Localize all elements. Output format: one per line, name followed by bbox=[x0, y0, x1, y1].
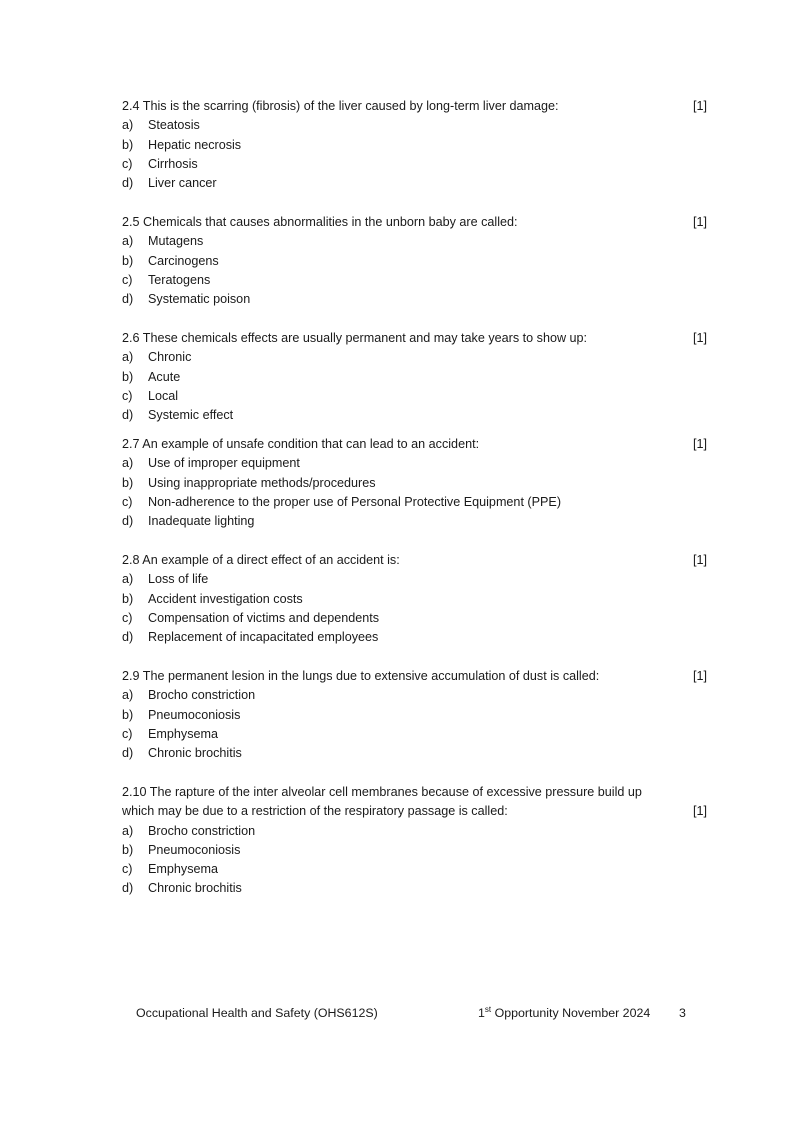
footer-opportunity-number: 1 bbox=[478, 1006, 485, 1020]
answer-option bbox=[122, 387, 712, 406]
answer-option bbox=[122, 155, 712, 174]
option-text: Pneumoconiosis bbox=[148, 707, 241, 722]
option-text: Brocho constriction bbox=[148, 823, 256, 838]
option-letter: c) bbox=[122, 388, 133, 403]
option-letter: b) bbox=[122, 591, 134, 606]
question bbox=[122, 783, 712, 899]
option-letter: a) bbox=[122, 234, 134, 249]
answer-option bbox=[122, 841, 712, 860]
question bbox=[122, 97, 712, 193]
question-stem bbox=[122, 97, 712, 116]
answer-option bbox=[122, 493, 712, 512]
answer-option bbox=[122, 116, 712, 135]
question-mark-allocation: [1] bbox=[693, 331, 708, 345]
answer-option bbox=[122, 879, 712, 898]
option-letter: d) bbox=[122, 292, 134, 307]
answer-option bbox=[122, 174, 712, 193]
option-text: Replacement of incapacitated employees bbox=[148, 630, 379, 645]
option-letter: d) bbox=[122, 176, 134, 191]
option-letter: a) bbox=[122, 456, 134, 471]
option-text: Emphysema bbox=[148, 726, 218, 741]
option-text: Carcinogens bbox=[148, 253, 219, 268]
answer-option bbox=[122, 822, 712, 841]
question-text: 2.8 An example of a direct effect of an accident is: bbox=[122, 553, 400, 567]
question bbox=[122, 329, 712, 425]
footer-opportunity-suffix: st bbox=[484, 1005, 492, 1014]
option-text: Steatosis bbox=[148, 118, 200, 133]
question-mark-allocation: [1] bbox=[693, 215, 708, 229]
answer-option bbox=[122, 348, 712, 367]
question-mark-allocation: [1] bbox=[693, 804, 708, 819]
option-text: Cirrhosis bbox=[148, 156, 198, 171]
option-letter: b) bbox=[122, 842, 134, 857]
option-text: Systematic poison bbox=[148, 292, 251, 307]
footer-opportunity-text: Opportunity November 2024 bbox=[491, 1006, 651, 1020]
option-letter: c) bbox=[122, 862, 133, 877]
question-mark-allocation: [1] bbox=[693, 437, 708, 451]
option-letter: b) bbox=[122, 253, 134, 268]
answer-option bbox=[122, 725, 712, 744]
option-letter: d) bbox=[122, 881, 134, 896]
option-text: Emphysema bbox=[148, 862, 218, 877]
option-letter: c) bbox=[122, 494, 133, 509]
question-mark-allocation: [1] bbox=[693, 669, 708, 683]
answer-option bbox=[122, 706, 712, 725]
option-letter: c) bbox=[122, 610, 133, 625]
answer-option bbox=[122, 232, 712, 251]
question-text: 2.7 An example of unsafe condition that can lead to an accident: bbox=[122, 437, 480, 451]
answer-option bbox=[122, 454, 712, 473]
option-letter: d) bbox=[122, 514, 134, 529]
answer-option bbox=[122, 512, 712, 531]
answer-option bbox=[122, 590, 712, 609]
question-text: 2.4 This is the scarring (fibrosis) of the liver caused by long-term liver damage: bbox=[122, 99, 559, 113]
question-stem bbox=[122, 329, 712, 348]
question-stem bbox=[122, 783, 712, 802]
option-text: Local bbox=[148, 388, 179, 403]
question-mark-allocation: [1] bbox=[693, 553, 708, 567]
footer-opportunity bbox=[478, 1004, 650, 1023]
answer-option bbox=[122, 628, 712, 647]
answer-option bbox=[122, 474, 712, 493]
page-number: 3 bbox=[679, 1006, 686, 1020]
answer-option bbox=[122, 271, 712, 290]
option-text: Mutagens bbox=[148, 234, 204, 249]
answer-option bbox=[122, 860, 712, 879]
option-letter: c) bbox=[122, 272, 133, 287]
question-text: 2.6 These chemicals effects are usually permanent and may take years to show up: bbox=[122, 331, 588, 345]
option-letter: a) bbox=[122, 688, 134, 703]
option-text: Brocho constriction bbox=[148, 688, 256, 703]
option-text: Chronic brochitis bbox=[148, 746, 242, 761]
question-text: 2.9 The permanent lesion in the lungs due to extensive accumulation of dust is called: bbox=[122, 669, 600, 683]
question-mark-allocation: [1] bbox=[693, 99, 708, 113]
option-text: Hepatic necrosis bbox=[148, 137, 242, 152]
option-text: Chronic brochitis bbox=[148, 881, 242, 896]
question-stem bbox=[122, 435, 712, 454]
question-stem bbox=[122, 667, 712, 686]
option-text: Loss of life bbox=[148, 572, 209, 587]
option-letter: d) bbox=[122, 746, 134, 761]
question-text: 2.10 The rapture of the inter alveolar cell membranes because of excessive pressure build up bbox=[122, 785, 642, 799]
option-letter: c) bbox=[122, 726, 133, 741]
question bbox=[122, 213, 712, 309]
option-text: Use of improper equipment bbox=[148, 456, 300, 471]
answer-option bbox=[122, 686, 712, 705]
option-letter: d) bbox=[122, 630, 134, 645]
option-letter: d) bbox=[122, 408, 134, 423]
option-text: Non-adherence to the proper use of Personal Protective Equipment (PPE) bbox=[148, 494, 562, 509]
question-stem bbox=[122, 802, 712, 821]
option-text: Liver cancer bbox=[148, 176, 217, 191]
question bbox=[122, 551, 712, 647]
option-letter: a) bbox=[122, 572, 134, 587]
option-text: Inadequate lighting bbox=[148, 514, 255, 529]
question-stem bbox=[122, 213, 712, 232]
answer-option bbox=[122, 252, 712, 271]
option-letter: a) bbox=[122, 350, 134, 365]
question-text: 2.5 Chemicals that causes abnormalities in the unborn baby are called: bbox=[122, 215, 518, 229]
question-text: which may be due to a restriction of the respiratory passage is called: bbox=[122, 804, 508, 819]
option-text: Chronic bbox=[148, 350, 192, 365]
footer-course: Occupational Health and Safety (OHS612S) bbox=[136, 1006, 378, 1020]
option-letter: c) bbox=[122, 156, 133, 171]
option-text: Systemic effect bbox=[148, 408, 234, 423]
answer-option bbox=[122, 609, 712, 628]
option-letter: b) bbox=[122, 475, 134, 490]
answer-option bbox=[122, 368, 712, 387]
question bbox=[122, 435, 712, 531]
option-text: Compensation of victims and dependents bbox=[148, 610, 380, 625]
option-letter: b) bbox=[122, 137, 134, 152]
option-letter: b) bbox=[122, 707, 134, 722]
answer-option bbox=[122, 136, 712, 155]
option-text: Pneumoconiosis bbox=[148, 842, 241, 857]
answer-option bbox=[122, 406, 712, 425]
option-letter: a) bbox=[122, 823, 134, 838]
question-stem bbox=[122, 551, 712, 570]
question bbox=[122, 667, 712, 763]
answer-option bbox=[122, 570, 712, 589]
option-text: Acute bbox=[148, 369, 181, 384]
option-letter: a) bbox=[122, 118, 134, 133]
answer-option bbox=[122, 290, 712, 309]
option-text: Using inappropriate methods/procedures bbox=[148, 475, 376, 490]
option-text: Accident investigation costs bbox=[148, 591, 303, 606]
answer-option bbox=[122, 744, 712, 763]
option-letter: b) bbox=[122, 369, 134, 384]
option-text: Teratogens bbox=[148, 272, 211, 287]
